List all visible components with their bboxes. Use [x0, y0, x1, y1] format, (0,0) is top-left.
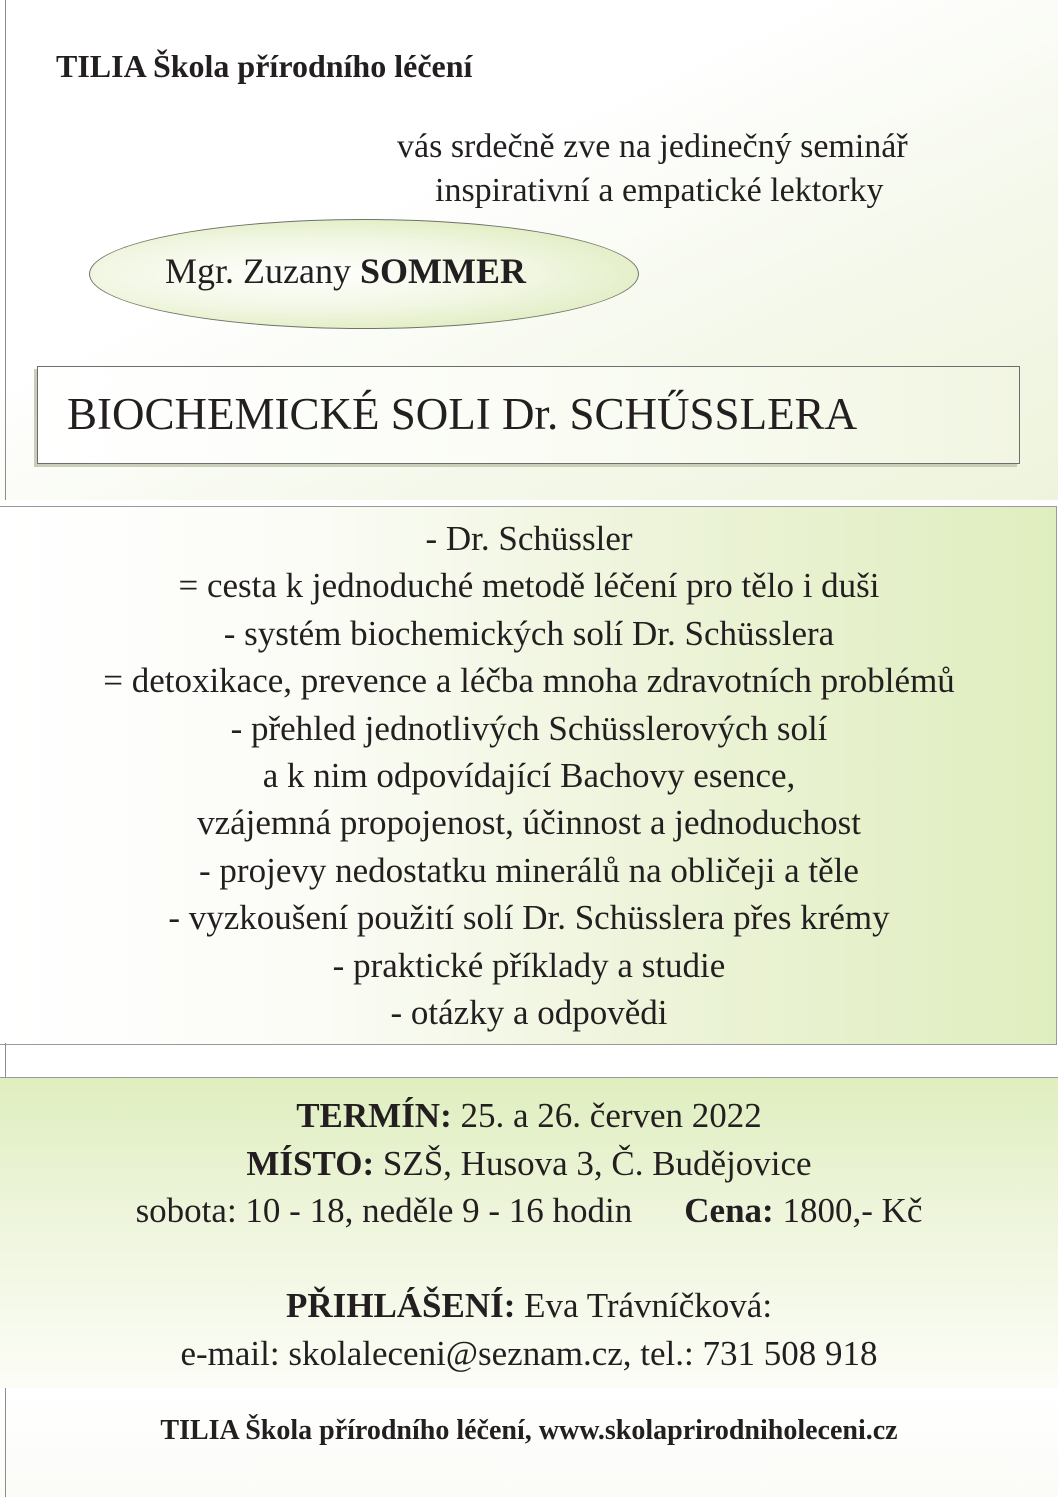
spacer: [0, 1235, 1058, 1283]
price-label: Cena:: [684, 1191, 774, 1230]
topic-item: - systém biochemických solí Dr. Schüsslera: [223, 613, 835, 653]
topic-item: vzájemná propojenost, účinnost a jednoduchost: [197, 803, 861, 843]
topic-item: - přehled jednotlivých Schüsslerových solí: [230, 708, 828, 748]
lecturer-prefix: Mgr. Zuzany: [165, 251, 360, 291]
left-rule: [5, 0, 6, 500]
date-value: 25. a 26. červen 2022: [451, 1096, 762, 1135]
contact-line: e-mail: skolaleceni@seznam.cz, tel.: 731 508 918: [180, 1333, 878, 1373]
place-value: SZŠ, Husova 3, Č. Budějovice: [374, 1143, 812, 1183]
lecturer-name: [165, 250, 526, 292]
topic-item: - vyzkoušení použití solí Dr. Schüsslera přes krémy: [168, 898, 890, 938]
topic-item: = cesta k jednoduché metodě léčení pro tělo i duši: [178, 566, 880, 606]
topic-item: = detoxikace, prevence a léčba mnoha zdravotních problémů: [103, 661, 955, 701]
registration-contact-person: Eva Trávníčková:: [515, 1286, 773, 1325]
footer-text: TILIA Škola přírodního léčení, www.skolaprirodniholeceni.cz: [160, 1415, 898, 1446]
registration-line: [0, 1282, 1058, 1330]
topic-item: a k nim odpovídající Bachovy esence,: [262, 756, 796, 796]
seminar-title: BIOCHEMICKÉ SOLI Dr. SCHŰSSLERA: [67, 389, 858, 439]
organization-title: TILIA Škola přírodního léčení: [56, 48, 473, 84]
invitation-line-2: inspirativní a empatické lektorky: [435, 172, 884, 209]
topics-list: [0, 515, 1058, 1036]
event-details: [0, 1092, 1058, 1377]
price-value: 1800,- Kč: [773, 1191, 923, 1230]
date-label: TERMÍN:: [296, 1096, 452, 1135]
date-line: [0, 1092, 1058, 1140]
schedule-price-line: [0, 1187, 1058, 1235]
left-rule: [5, 1043, 6, 1077]
topic-item: - projevy nedostatku minerálů na obličeji a těle: [199, 850, 859, 890]
topic-item: - Dr. Schüssler: [425, 519, 633, 558]
invitation-line-1: vás srdečně zve na jedinečný seminář: [397, 128, 908, 165]
schedule: sobota: 10 - 18, neděle 9 - 16 hodin: [135, 1191, 633, 1230]
lecturer-surname: SOMMER: [359, 251, 526, 291]
topic-item: - praktické příklady a studie: [332, 945, 726, 985]
place-label: MÍSTO:: [246, 1143, 375, 1183]
registration-label: PŘIHLÁŠENÍ:: [285, 1286, 516, 1325]
topic-item: - otázky a odpovědi: [390, 993, 668, 1033]
place-line: [0, 1140, 1058, 1188]
